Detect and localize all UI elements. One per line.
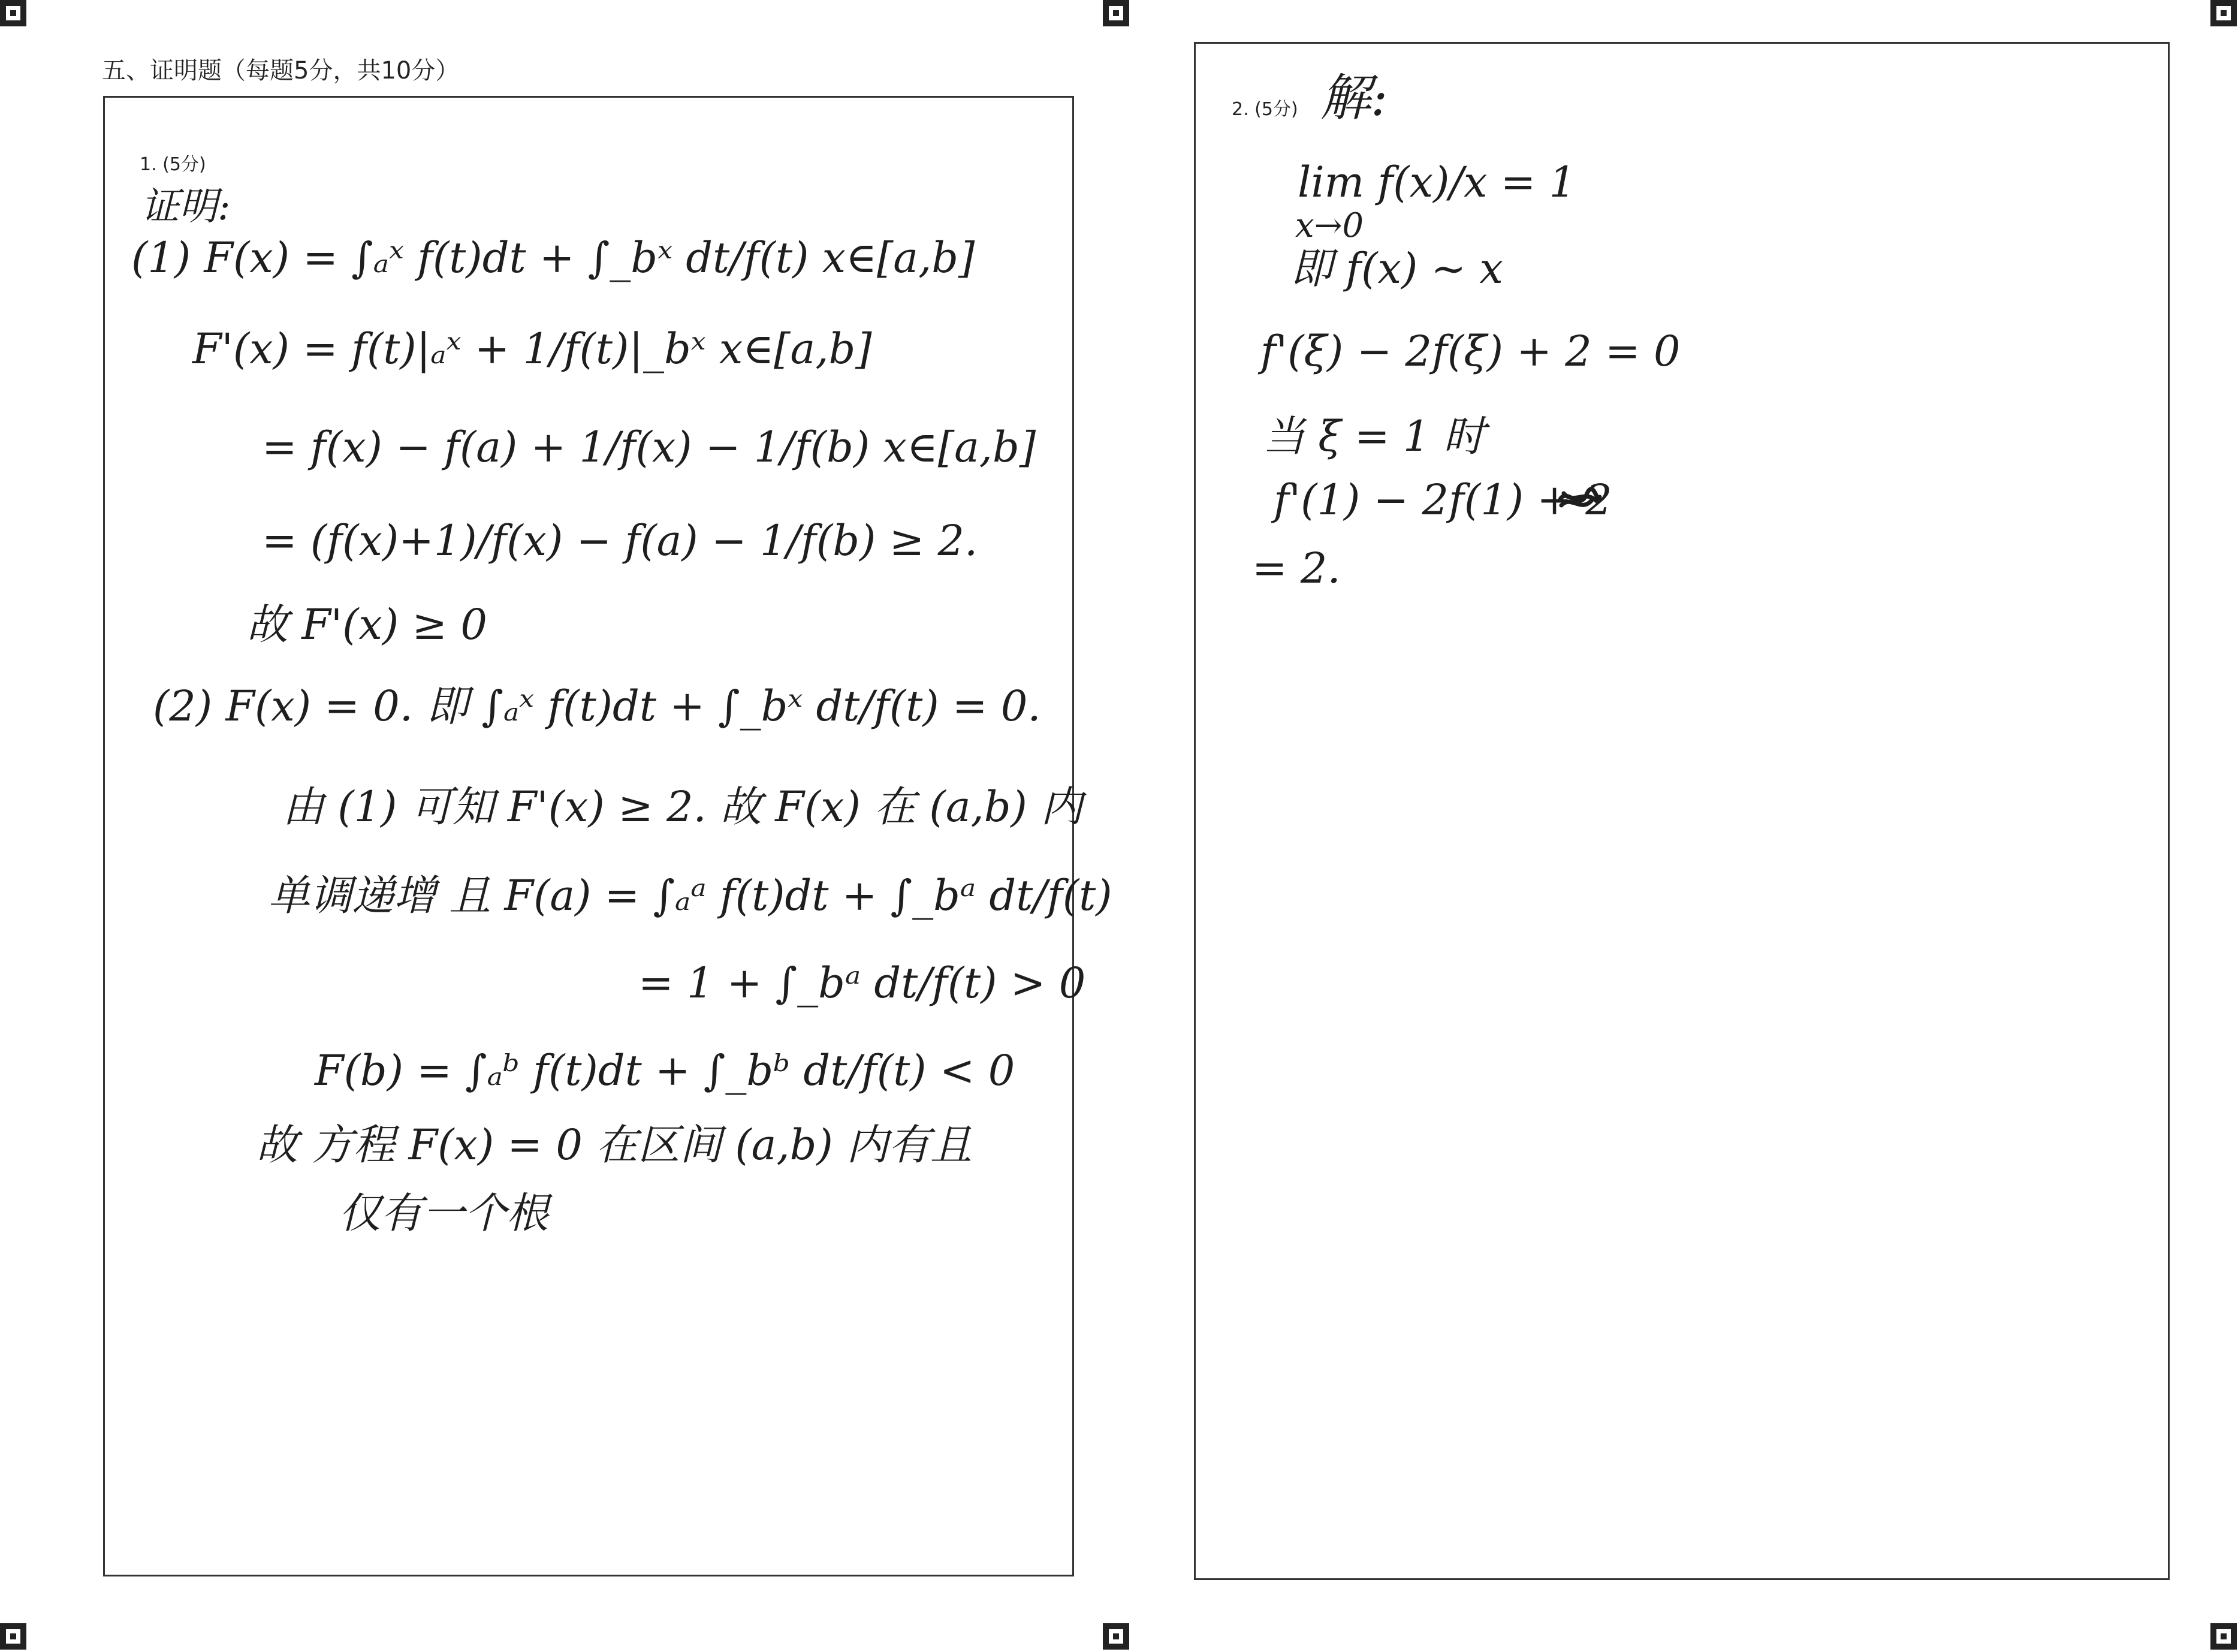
q1-line-proof-header: 证明: xyxy=(141,185,231,229)
q2-line-1: lim f(x)/x = 1 xyxy=(1298,158,1576,207)
q1-line-1: (1) F(x) = ∫ₐˣ f(t)dt + ∫_bˣ dt/f(t) x∈[a,b] xyxy=(131,233,975,282)
q2-line-3: f'(ξ) − 2f(ξ) + 2 = 0 xyxy=(1260,327,1681,376)
q1-line-3: = f(x) − f(a) + 1/f(x) − 1/f(b) x∈[a,b] xyxy=(262,423,1036,472)
registration-mark-top-left xyxy=(0,0,26,26)
q1-line-5: 故 F'(x) ≥ 0 xyxy=(246,600,487,649)
q1-line-11: 故 方程 F(x) = 0 在区间 (a,b) 内有且 xyxy=(256,1120,973,1169)
q1-line-6: (2) F(x) = 0. 即 ∫ₐˣ f(t)dt + ∫_bˣ dt/f(t) = 0. xyxy=(153,682,1041,731)
q1-line-9: = 1 + ∫_bᵃ dt/f(t) > 0 xyxy=(638,958,1086,1008)
q1-line-2: F'(x) = f(t)|ₐˣ + 1/f(t)|_bˣ x∈[a,b] xyxy=(192,324,872,373)
q2-line-4: 当 ξ = 1 时 xyxy=(1263,412,1485,461)
answer-box-question-1 xyxy=(103,96,1112,1576)
q1-line-8: 单调递增 且 F(a) = ∫ₐᵃ f(t)dt + ∫_bᵃ dt/f(t) xyxy=(268,871,1112,920)
q2-line-2: 即 f(x) ~ x xyxy=(1290,244,1503,293)
section-title: 五、证明题（每题5分，共10分） xyxy=(102,57,460,85)
q2-line-1-subscript: x→0 xyxy=(1295,206,1364,245)
registration-mark-top-center xyxy=(1103,0,1129,26)
registration-mark-bottom-center xyxy=(1103,1623,1129,1650)
q2-line-6: = 2. xyxy=(1252,544,1341,593)
q1-line-10: F(b) = ∫ₐᵇ f(t)dt + ∫_bᵇ dt/f(t) < 0 xyxy=(315,1046,1015,1095)
q1-line-12: 仅有一个根 xyxy=(339,1189,548,1238)
registration-mark-bottom-left xyxy=(0,1623,26,1650)
q1-line-7: 由 (1) 可知 F'(x) ≥ 2. 故 F(x) 在 (a,b) 内 xyxy=(282,782,1083,831)
q2-line-solution-header: 解: xyxy=(1320,68,1388,127)
q1-line-4: = (f(x)+1)/f(x) − f(a) − 1/f(b) ≥ 2. xyxy=(262,516,978,565)
q2-line-5: f'(1) − 2f(1) + 2 xyxy=(1274,475,1612,524)
registration-mark-top-right xyxy=(2210,0,2237,26)
crossed-out-scribble xyxy=(1555,481,1603,517)
question-2-label: 2. (5分) xyxy=(1232,99,1298,120)
question-1-label: 1. (5分) xyxy=(140,154,206,175)
registration-mark-bottom-right xyxy=(2210,1623,2237,1650)
answer-box-question-2 xyxy=(1194,42,2170,1580)
